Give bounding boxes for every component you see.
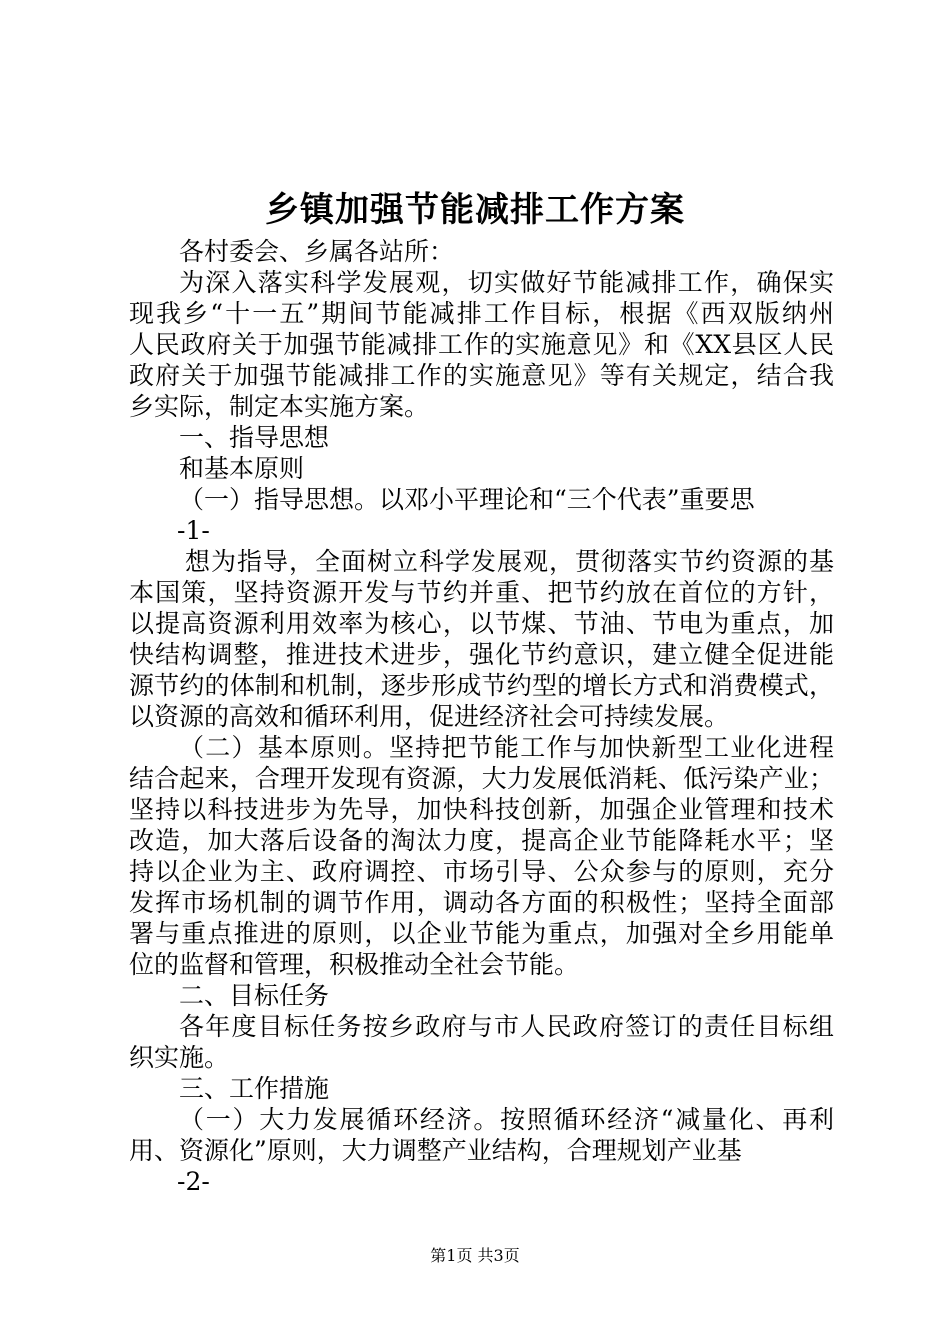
paragraph-line: 改造，加大落后设备的淘汰力度，提高企业节能降耗水平；坚 xyxy=(129,826,834,855)
page-footer: 第1页 共3页 xyxy=(430,1246,520,1265)
salutation-line: 各村委会、乡属各站所： xyxy=(179,237,455,266)
paragraph-line: 现我乡“十一五”期间节能减排工作目标，根据《西双版纳州 xyxy=(129,299,834,328)
paragraph-line: 快结构调整，推进技术进步，强化节约意识，建立健全促进能 xyxy=(129,640,834,669)
paragraph-line: （一）大力发展循环经济。按照循环经济“减量化、再利 xyxy=(179,1105,834,1134)
page-marker: -2- xyxy=(177,1167,210,1196)
paragraph-line: 政府关于加强节能减排工作的实施意见》等有关规定，结合我 xyxy=(129,361,834,390)
paragraph-line: 署与重点推进的原则，以企业节能为重点，加强对全乡用能单 xyxy=(129,919,834,948)
paragraph-line: 发挥市场机制的调节作用，调动各方面的积极性；坚持全面部 xyxy=(129,888,834,917)
paragraph-line: 以资源的高效和循环利用，促进经济社会可持续发展。 xyxy=(129,702,730,731)
paragraph-line: 结合起来，合理开发现有资源，大力发展低消耗、低污染产业； xyxy=(129,764,834,793)
paragraph-line: 各年度目标任务按乡政府与市人民政府签订的责任目标组 xyxy=(179,1012,834,1041)
section-heading: 三、工作措施 xyxy=(179,1074,330,1103)
paragraph-line: 乡实际，制定本实施方案。 xyxy=(129,392,430,421)
paragraph-line: 织实施。 xyxy=(129,1043,230,1072)
section-heading: 和基本原则 xyxy=(179,454,305,483)
paragraph-line: （一）指导思想。以邓小平理论和“三个代表”重要思 xyxy=(179,485,755,514)
section-heading: 一、指导思想 xyxy=(179,423,330,452)
paragraph-line: 以提高资源利用效率为核心，以节煤、节油、节电为重点，加 xyxy=(129,609,834,638)
paragraph-line: 持以企业为主、政府调控、市场引导、公众参与的原则，充分 xyxy=(129,857,834,886)
paragraph-line: 本国策，坚持资源开发与节约并重、把节约放在首位的方针， xyxy=(129,578,834,607)
paragraph-line: 位的监督和管理，积极推动全社会节能。 xyxy=(129,950,580,979)
paragraph-line: （二）基本原则。坚持把节能工作与加快新型工业化进程 xyxy=(179,733,834,762)
paragraph-line: 人民政府关于加强节能减排工作的实施意见》和《XX县区人民 xyxy=(129,330,834,359)
paragraph-line: 用、资源化”原则，大力调整产业结构，合理规划产业基 xyxy=(129,1136,742,1165)
page-marker: -1- xyxy=(177,516,210,545)
paragraph-line: 坚持以科技进步为先导，加快科技创新，加强企业管理和技术 xyxy=(129,795,834,824)
section-heading: 二、目标任务 xyxy=(179,981,330,1010)
document-title: 乡镇加强节能减排工作方案 xyxy=(265,190,685,230)
paragraph-line: 想为指导，全面树立科学发展观，贯彻落实节约资源的基 xyxy=(185,547,834,576)
document-body xyxy=(129,236,834,1197)
paragraph-line: 源节约的体制和机制，逐步形成节约型的增长方式和消费模式， xyxy=(129,671,834,700)
paragraph-line: 为深入落实科学发展观，切实做好节能减排工作，确保实 xyxy=(179,268,834,297)
